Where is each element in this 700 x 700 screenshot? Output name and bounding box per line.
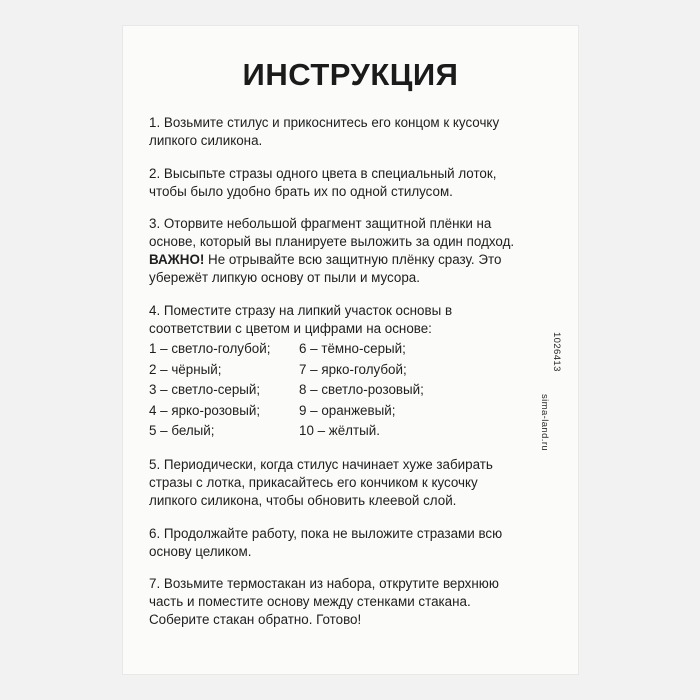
step-text: 1. Возьмите стилус и прикоснитесь его концом к кусочку липкого силикона. [149,115,500,148]
website-label: sima-land.ru [539,394,550,452]
step-text: 2. Высыпьте стразы одного цвета в специальный лоток, чтобы было удобно брать их по одной стилусом. [149,165,497,199]
color-legend-column-right [299,339,499,441]
important-label: ВАЖНО! [149,252,205,268]
important-text: Не отрывайте всю защитную плёнку сразу. Это убережёт липкую основу от пыли и мусора. [149,252,502,285]
color-legend-item: 1 – светло-голубой; [149,341,271,357]
color-legend-column-left [149,339,299,441]
step-item [149,525,519,561]
instruction-card-content [149,40,552,660]
color-legend-item: 7 – ярко-голубой; [299,361,407,377]
color-legend-item: 5 – белый; [149,422,215,438]
article-code: 1026413 [551,332,562,372]
step-item [149,575,519,628]
instruction-steps [149,114,552,629]
step-item-colors [149,302,519,442]
step-text: 6. Продолжайте работу, пока не выложите стразами всю основу целиком. [149,525,503,559]
color-legend [149,339,519,441]
color-legend-item: 3 – светло-серый; [149,382,261,398]
color-legend-item: 2 – чёрный; [149,361,222,377]
color-legend-item: 4 – ярко-розовый; [149,402,261,418]
step-item [149,114,519,150]
page-title: ИНСТРУКЦИЯ [242,57,459,92]
step-text: 4. Поместите стразу на липкий участок основы в соответствии с цветом и цифрами на основе: [149,302,453,336]
side-markings [539,326,570,496]
step-text: 3. Оторвите небольшой фрагмент защитной плёнки на основе, который вы планируете выложить за один подход. [149,216,515,250]
instruction-card [123,26,578,674]
color-legend-item: 8 – светло-розовый; [299,382,424,398]
step-text: 5. Периодически, когда стилус начинает хуже забирать стразы с лотка, прикасайтесь его кончиком к кусочку липкого силикона, чтобы обновить клеевой слой. [149,457,493,508]
step-text: 7. Возьмите термостакан из набора, открутите верхнюю часть и поместите основу между стенками стакана. Соберите стакан обратно. Готово! [149,576,499,628]
color-legend-item: 6 – тёмно-серый; [299,341,406,357]
important-note [149,251,519,287]
step-item [149,165,519,201]
step-item [149,456,519,509]
color-legend-item: 9 – оранжевый; [299,402,396,418]
step-item [149,215,519,286]
color-legend-item: 10 – жёлтый. [299,422,380,438]
